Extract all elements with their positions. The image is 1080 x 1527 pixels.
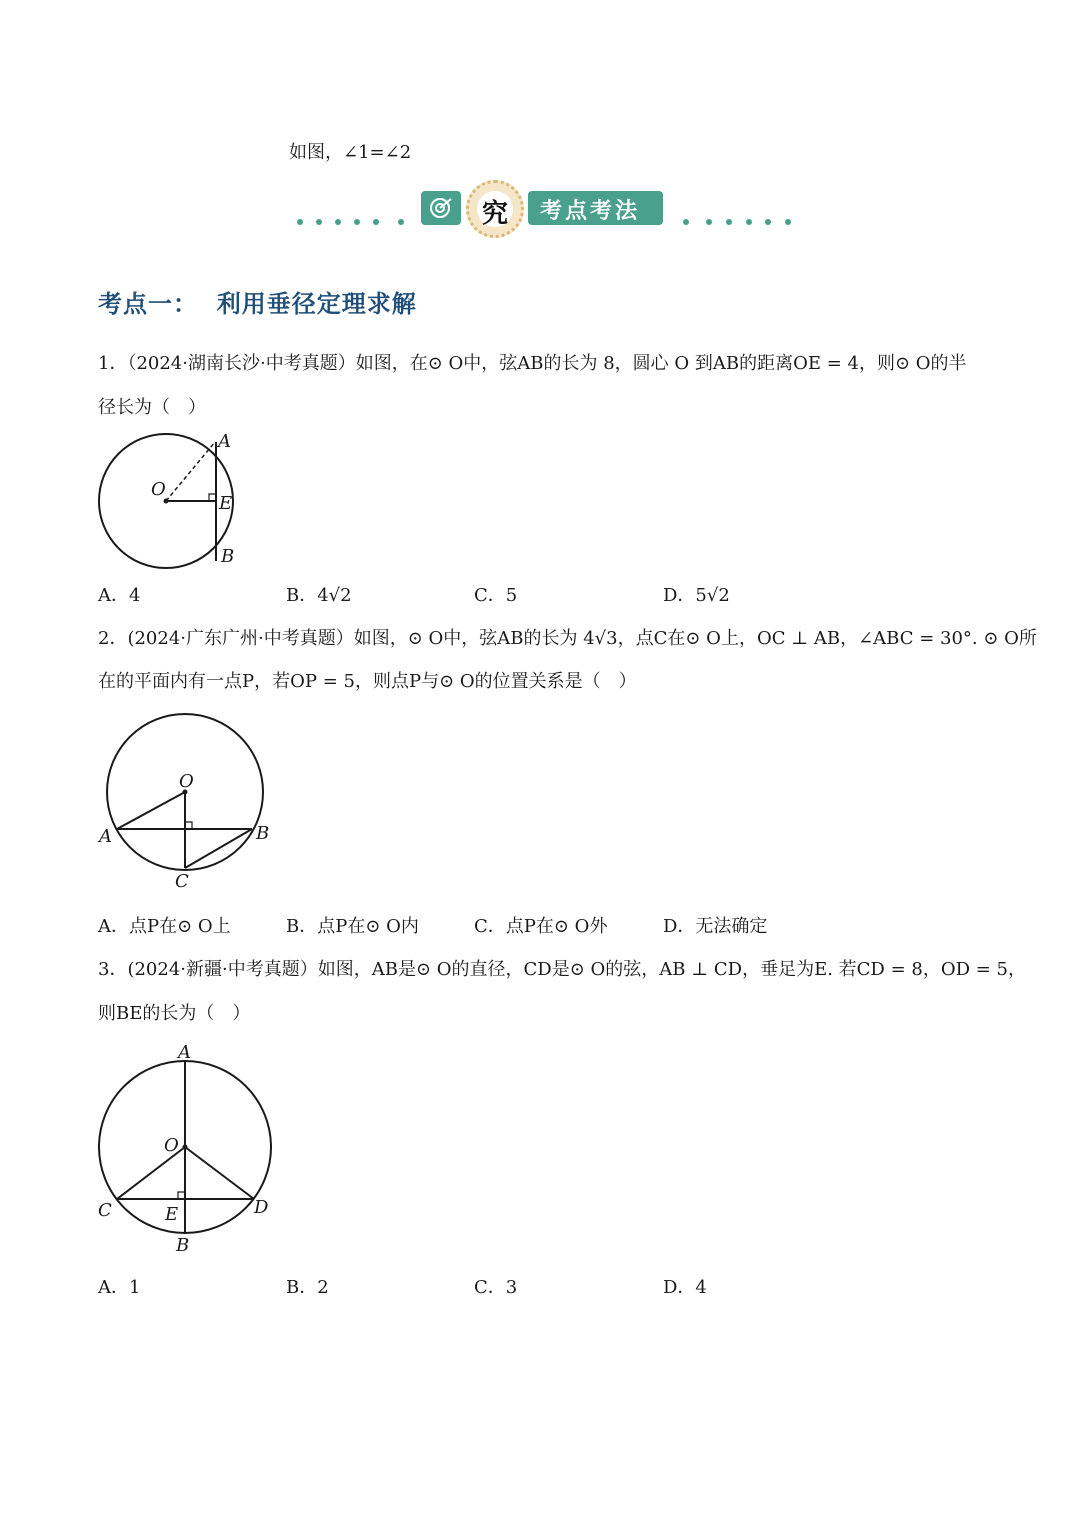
q2-right-angle xyxy=(185,822,192,829)
q2-option-a[interactable]: A．点P在⊙ O上 xyxy=(98,916,231,937)
q3-right-angle xyxy=(178,1192,185,1199)
q1-label-b: B xyxy=(221,546,235,567)
q2-label-c: C xyxy=(175,871,189,892)
q1-text-line1: 1．（2024·湖南长沙·中考真题）如图，在⊙ O中，弦AB的长为 8，圆心 O 到AB的距离OE = 4，则⊙ O的半 xyxy=(98,353,967,374)
q2-text-line2: 在的平面内有一点P，若OP = 5，则点P与⊙ O的位置关系是（ ） xyxy=(98,671,637,692)
banner-label: 考点考法 xyxy=(540,199,641,224)
q3-text-line1: 3．(2024·新疆·中考真题）如图，AB是⊙ O的直径，CD是⊙ O的弦，AB ⊥ CD，垂足为E. 若CD = 8，OD = 5， xyxy=(98,959,1027,980)
q3-option-d[interactable]: D．4 xyxy=(663,1277,707,1298)
q1-option-a[interactable]: A．4 xyxy=(98,585,141,606)
q3-label-b: B xyxy=(176,1235,190,1256)
banner-label-box xyxy=(528,191,663,225)
q1-right-angle xyxy=(209,494,216,501)
q1-option-b[interactable]: B．4√2 xyxy=(286,585,352,606)
q1-figure xyxy=(90,425,250,575)
q1-label-o: O xyxy=(151,479,166,500)
q3-label-c: C xyxy=(98,1200,112,1221)
q2-label-o: O xyxy=(179,771,194,792)
q2-figure xyxy=(95,708,285,898)
q2-segment-oa xyxy=(117,792,185,829)
q3-option-c[interactable]: C．3 xyxy=(474,1277,518,1298)
q1-option-c[interactable]: C．5 xyxy=(474,585,518,606)
q1-option-d[interactable]: D．5√2 xyxy=(663,585,730,606)
q2-label-a: A xyxy=(99,826,112,847)
q2-label-b: B xyxy=(256,823,270,844)
q2-option-d[interactable]: D．无法确定 xyxy=(663,916,768,937)
q2-option-b[interactable]: B．点P在⊙ O内 xyxy=(286,916,419,937)
badge-text: 究 xyxy=(481,199,508,229)
q1-text-line2: 径长为（ ） xyxy=(98,397,206,418)
q3-segment-od xyxy=(185,1147,254,1199)
banner-badge xyxy=(466,180,524,238)
q2-text-line1: 2．(2024·广东广州·中考真题）如图，⊙ O中，弦AB的长为 4√3，点C在⊙ O上，OC ⊥ AB，∠ABC = 30°. ⊙ O所 xyxy=(98,628,1037,649)
target-icon xyxy=(421,191,461,225)
q3-center-dot xyxy=(183,1145,188,1150)
q1-radius-dashed xyxy=(166,442,215,501)
q3-label-a: A xyxy=(178,1042,191,1063)
q3-option-b[interactable]: B．2 xyxy=(286,1277,329,1298)
q3-label-o: O xyxy=(164,1135,179,1156)
q3-label-d: D xyxy=(254,1197,269,1218)
q3-text-line2: 则BE的长为（ ） xyxy=(98,1003,251,1024)
q3-label-e: E xyxy=(165,1204,179,1225)
section-title: 考点一： 利用垂径定理求解 xyxy=(98,290,417,318)
q1-label-a: A xyxy=(218,431,231,452)
q2-option-c[interactable]: C．点P在⊙ O外 xyxy=(474,916,608,937)
intro-text: 如图，∠1=∠2 xyxy=(289,142,412,163)
q3-option-a[interactable]: A．1 xyxy=(98,1277,141,1298)
q1-label-e: E xyxy=(219,493,233,514)
q3-figure xyxy=(90,1038,290,1258)
